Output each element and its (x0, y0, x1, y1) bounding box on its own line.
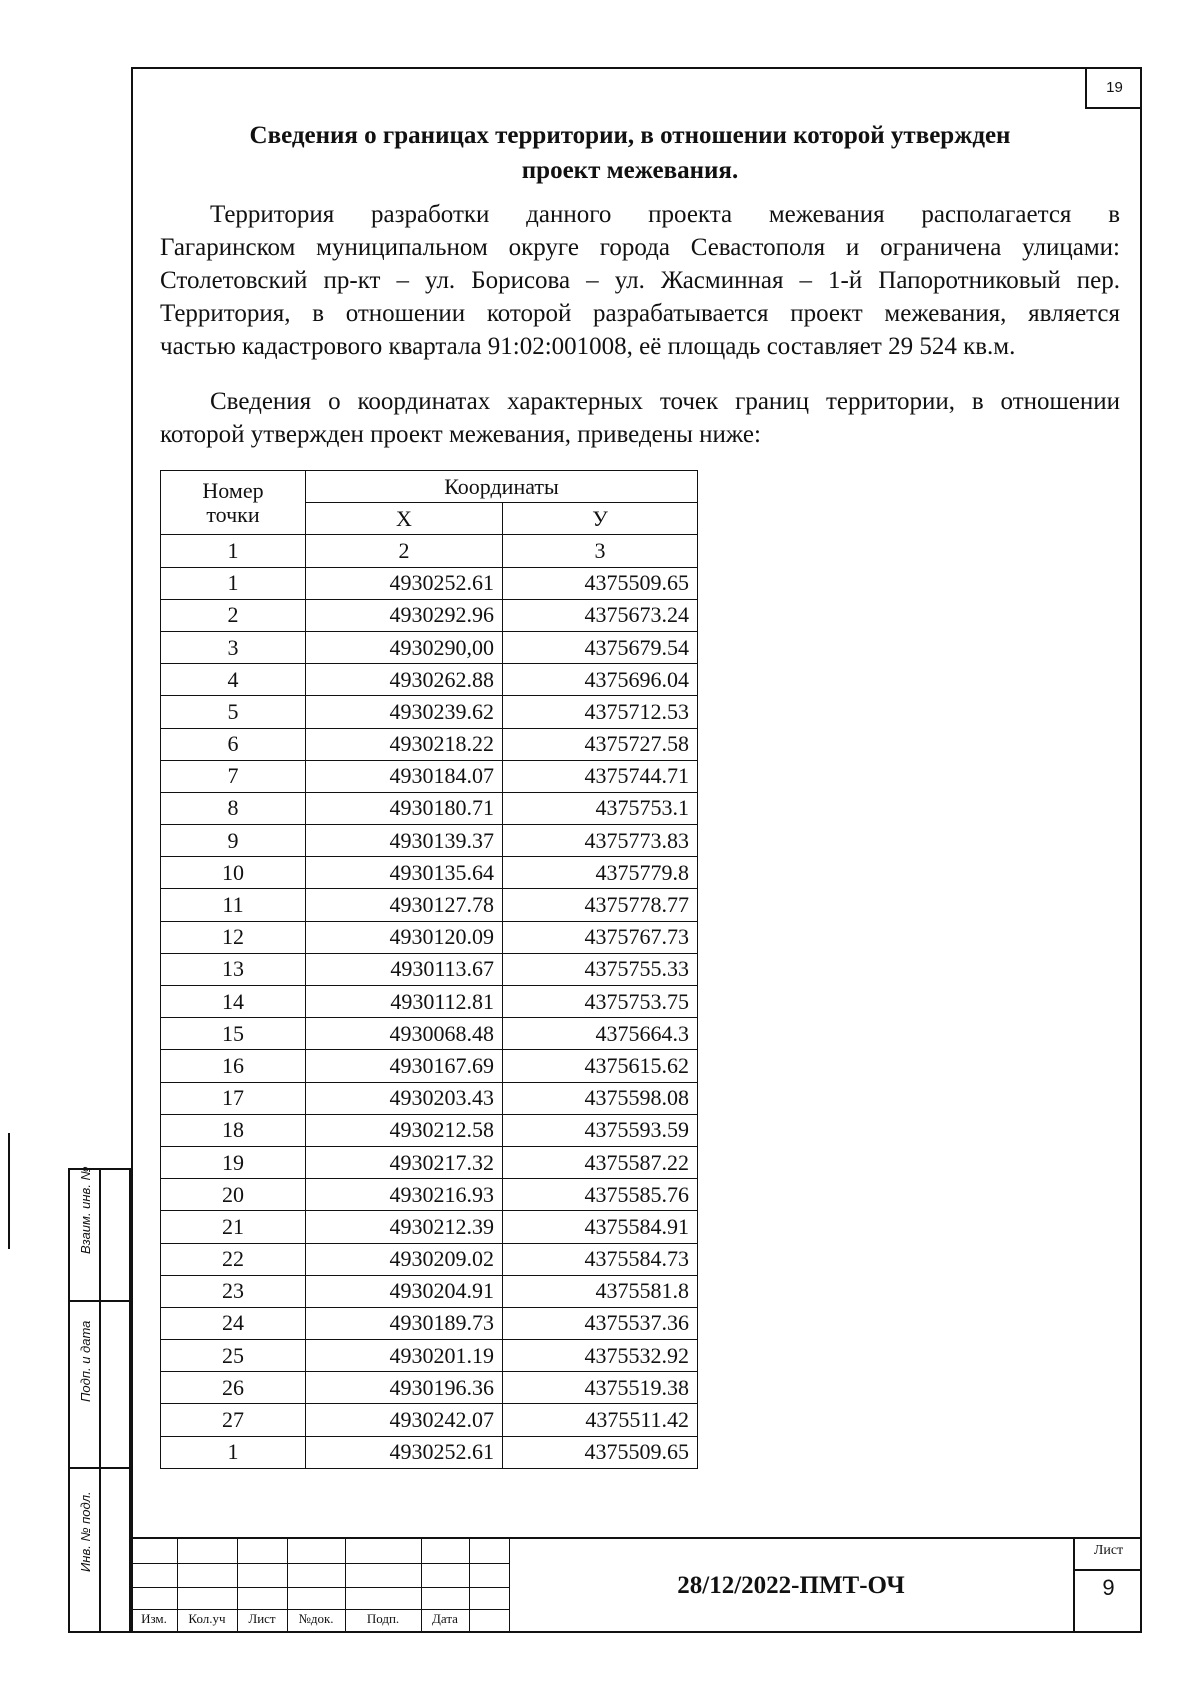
y-coordinate-cell: 4375511.42 (503, 1404, 698, 1436)
point-number-cell: 1 (161, 1436, 306, 1468)
header-x: Х (306, 503, 503, 535)
document-code: 28/12/2022-ПМТ-ОЧ (677, 1572, 905, 1599)
x-coordinate-cell: 4930216.93 (306, 1179, 503, 1211)
x-coordinate-cell: 4930068.48 (306, 1018, 503, 1050)
paragraph-coordinates-intro (160, 385, 1120, 451)
point-number-cell: 20 (161, 1179, 306, 1211)
y-coordinate-cell: 4375584.91 (503, 1211, 698, 1243)
table-row (161, 760, 698, 792)
caption-change: Изм. (141, 1611, 167, 1626)
table-row (161, 696, 698, 728)
y-coordinate-cell: 4375696.04 (503, 664, 698, 696)
caption-signature: Подп. (366, 1611, 400, 1626)
margin-mark (8, 1133, 10, 1249)
caption-doc-number: №док. (298, 1611, 334, 1626)
y-coordinate-cell: 4375509.65 (503, 567, 698, 599)
table-row (161, 599, 698, 631)
y-coordinate-cell: 4375779.8 (503, 857, 698, 889)
y-coordinate-cell: 4375584.73 (503, 1243, 698, 1275)
y-coordinate-cell: 4375587.22 (503, 1146, 698, 1178)
table-row (161, 1211, 698, 1243)
y-coordinate-cell: 4375712.53 (503, 696, 698, 728)
y-coordinate-cell: 4375664.3 (503, 1018, 698, 1050)
table-row (161, 1404, 698, 1436)
binding-stamp (68, 1168, 131, 1633)
table-row (161, 1018, 698, 1050)
table-row (161, 1114, 698, 1146)
x-coordinate-cell: 4930217.32 (306, 1146, 503, 1178)
x-coordinate-cell: 4930201.19 (306, 1340, 503, 1372)
grid-line (509, 1539, 510, 1633)
table-row (161, 1307, 698, 1339)
x-coordinate-cell: 4930113.67 (306, 953, 503, 985)
sheet-box (1073, 1539, 1142, 1633)
header-coordinates: Координаты (306, 471, 698, 503)
point-number-cell: 19 (161, 1146, 306, 1178)
x-coordinate-cell: 4930209.02 (306, 1243, 503, 1275)
table-row (161, 567, 698, 599)
x-coordinate-cell: 4930204.91 (306, 1275, 503, 1307)
point-number-cell: 21 (161, 1211, 306, 1243)
point-number-cell: 26 (161, 1372, 306, 1404)
y-coordinate-cell: 4375679.54 (503, 631, 698, 663)
point-number-cell: 10 (161, 857, 306, 889)
point-number-cell: 18 (161, 1114, 306, 1146)
sheet-number: 9 (1102, 1575, 1115, 1600)
coordinates-table-body (161, 567, 698, 1468)
point-number-cell: 3 (161, 631, 306, 663)
point-number-cell: 14 (161, 986, 306, 1018)
column-number: 1 (161, 535, 306, 567)
paragraph-line: Территория, в отношении которой разрабатывается проект межевания, является (160, 300, 1120, 327)
point-number-cell: 16 (161, 1050, 306, 1082)
table-row (161, 921, 698, 953)
paragraph-territory (160, 198, 1120, 363)
point-number-cell: 2 (161, 599, 306, 631)
point-number-cell: 9 (161, 825, 306, 857)
x-coordinate-cell: 4930292.96 (306, 599, 503, 631)
y-coordinate-cell: 4375773.83 (503, 825, 698, 857)
stamp-label-signature-date: Подп. и дата (78, 1320, 93, 1402)
table-row (161, 1340, 698, 1372)
x-coordinate-cell: 4930189.73 (306, 1307, 503, 1339)
x-coordinate-cell: 4930167.69 (306, 1050, 503, 1082)
y-coordinate-cell: 4375673.24 (503, 599, 698, 631)
point-number-cell: 22 (161, 1243, 306, 1275)
paragraph-line: которой утвержден проект межевания, приведены ниже: (160, 421, 761, 448)
sheet-divider (1075, 1569, 1142, 1571)
paragraph-line: Столетовский пр-кт – ул. Борисова – ул. Жасминная – 1-й Папоротниковый пер. (160, 267, 1120, 294)
table-row (161, 857, 698, 889)
caption-count: Кол.уч (188, 1611, 226, 1626)
section-title (190, 118, 1070, 188)
x-coordinate-cell: 4930180.71 (306, 792, 503, 824)
y-coordinate-cell: 4375767.73 (503, 921, 698, 953)
column-number: 2 (306, 535, 503, 567)
grid-line (131, 1609, 509, 1610)
x-coordinate-cell: 4930184.07 (306, 760, 503, 792)
caption-date: Дата (432, 1611, 458, 1626)
x-coordinate-cell: 4930127.78 (306, 889, 503, 921)
stamp-divider (70, 1300, 129, 1302)
y-coordinate-cell: 4375744.71 (503, 760, 698, 792)
x-coordinate-cell: 4930112.81 (306, 986, 503, 1018)
y-coordinate-cell: 4375755.33 (503, 953, 698, 985)
point-number-cell: 7 (161, 760, 306, 792)
point-number-cell: 17 (161, 1082, 306, 1114)
x-coordinate-cell: 4930239.62 (306, 696, 503, 728)
point-number-cell: 4 (161, 664, 306, 696)
paragraph-line: Гагаринском муниципальном округе города Севастополя и ограничена улицами: (160, 234, 1120, 261)
point-number-cell: 24 (161, 1307, 306, 1339)
table-row (161, 889, 698, 921)
x-coordinate-cell: 4930203.43 (306, 1082, 503, 1114)
x-coordinate-cell: 4930120.09 (306, 921, 503, 953)
y-coordinate-cell: 4375509.65 (503, 1436, 698, 1468)
table-row (161, 1050, 698, 1082)
x-coordinate-cell: 4930242.07 (306, 1404, 503, 1436)
y-coordinate-cell: 4375598.08 (503, 1082, 698, 1114)
point-number-cell: 1 (161, 567, 306, 599)
point-number-cell: 12 (161, 921, 306, 953)
y-coordinate-cell: 4375532.92 (503, 1340, 698, 1372)
header-point-line1: Номер (202, 477, 264, 503)
point-number-cell: 5 (161, 696, 306, 728)
revision-grid (131, 1539, 509, 1633)
title-block (131, 1537, 1142, 1633)
sheet-label: Лист (1093, 1543, 1124, 1558)
section-title-line2: проект межевания. (521, 157, 739, 184)
y-coordinate-cell: 4375581.8 (503, 1275, 698, 1307)
point-number-cell: 27 (161, 1404, 306, 1436)
table-row (161, 1275, 698, 1307)
table-row (161, 728, 698, 760)
header-point-line2: точки (206, 501, 260, 527)
table-row (161, 1372, 698, 1404)
paragraph-line: Сведения о координатах характерных точек границ территории, в отношении (210, 388, 1120, 415)
table-row (161, 664, 698, 696)
table-row (161, 1436, 698, 1468)
stamp-label-inventory-exchange: Взаим. инв. № (78, 1166, 93, 1254)
coordinates-table (160, 470, 698, 1469)
page-number-top: 19 (1085, 67, 1142, 109)
x-coordinate-cell: 4930218.22 (306, 728, 503, 760)
table-row (161, 953, 698, 985)
y-coordinate-cell: 4375753.75 (503, 986, 698, 1018)
header-point-number (161, 471, 306, 535)
grid-line (131, 1563, 509, 1564)
column-number: 3 (503, 535, 698, 567)
paragraph-line: Территория разработки данного проекта межевания располагается в (210, 201, 1120, 228)
table-row (161, 1146, 698, 1178)
table-row (161, 631, 698, 663)
x-coordinate-cell: 4930252.61 (306, 1436, 503, 1468)
grid-line (131, 1587, 509, 1588)
section-title-line1: Сведения о границах территории, в отношении которой утвержден (249, 122, 1011, 149)
point-number-cell: 6 (161, 728, 306, 760)
x-coordinate-cell: 4930252.61 (306, 567, 503, 599)
x-coordinate-cell: 4930262.88 (306, 664, 503, 696)
y-coordinate-cell: 4375537.36 (503, 1307, 698, 1339)
stamp-label-original-inventory: Инв. № подл. (78, 1491, 93, 1572)
x-coordinate-cell: 4930196.36 (306, 1372, 503, 1404)
x-coordinate-cell: 4930212.39 (306, 1211, 503, 1243)
x-coordinate-cell: 4930290,00 (306, 631, 503, 663)
y-coordinate-cell: 4375615.62 (503, 1050, 698, 1082)
table-row (161, 986, 698, 1018)
point-number-cell: 15 (161, 1018, 306, 1050)
point-number-cell: 8 (161, 792, 306, 824)
y-coordinate-cell: 4375593.59 (503, 1114, 698, 1146)
table-row (161, 825, 698, 857)
table-row (161, 792, 698, 824)
x-coordinate-cell: 4930139.37 (306, 825, 503, 857)
table-row (161, 1082, 698, 1114)
table-row (161, 1243, 698, 1275)
point-number-cell: 11 (161, 889, 306, 921)
table-row (161, 1179, 698, 1211)
point-number-cell: 23 (161, 1275, 306, 1307)
paragraph-line: частью кадастрового квартала 91:02:001008, её площадь составляет 29 524 кв.м. (160, 333, 1016, 360)
point-number-cell: 25 (161, 1340, 306, 1372)
stamp-divider (70, 1467, 129, 1469)
x-coordinate-cell: 4930212.58 (306, 1114, 503, 1146)
grid-line (469, 1539, 470, 1633)
y-coordinate-cell: 4375519.38 (503, 1372, 698, 1404)
point-number-cell: 13 (161, 953, 306, 985)
y-coordinate-cell: 4375778.77 (503, 889, 698, 921)
y-coordinate-cell: 4375727.58 (503, 728, 698, 760)
x-coordinate-cell: 4930135.64 (306, 857, 503, 889)
caption-sheet: Лист (248, 1611, 276, 1626)
y-coordinate-cell: 4375585.76 (503, 1179, 698, 1211)
y-coordinate-cell: 4375753.1 (503, 792, 698, 824)
header-y: У (503, 503, 698, 535)
